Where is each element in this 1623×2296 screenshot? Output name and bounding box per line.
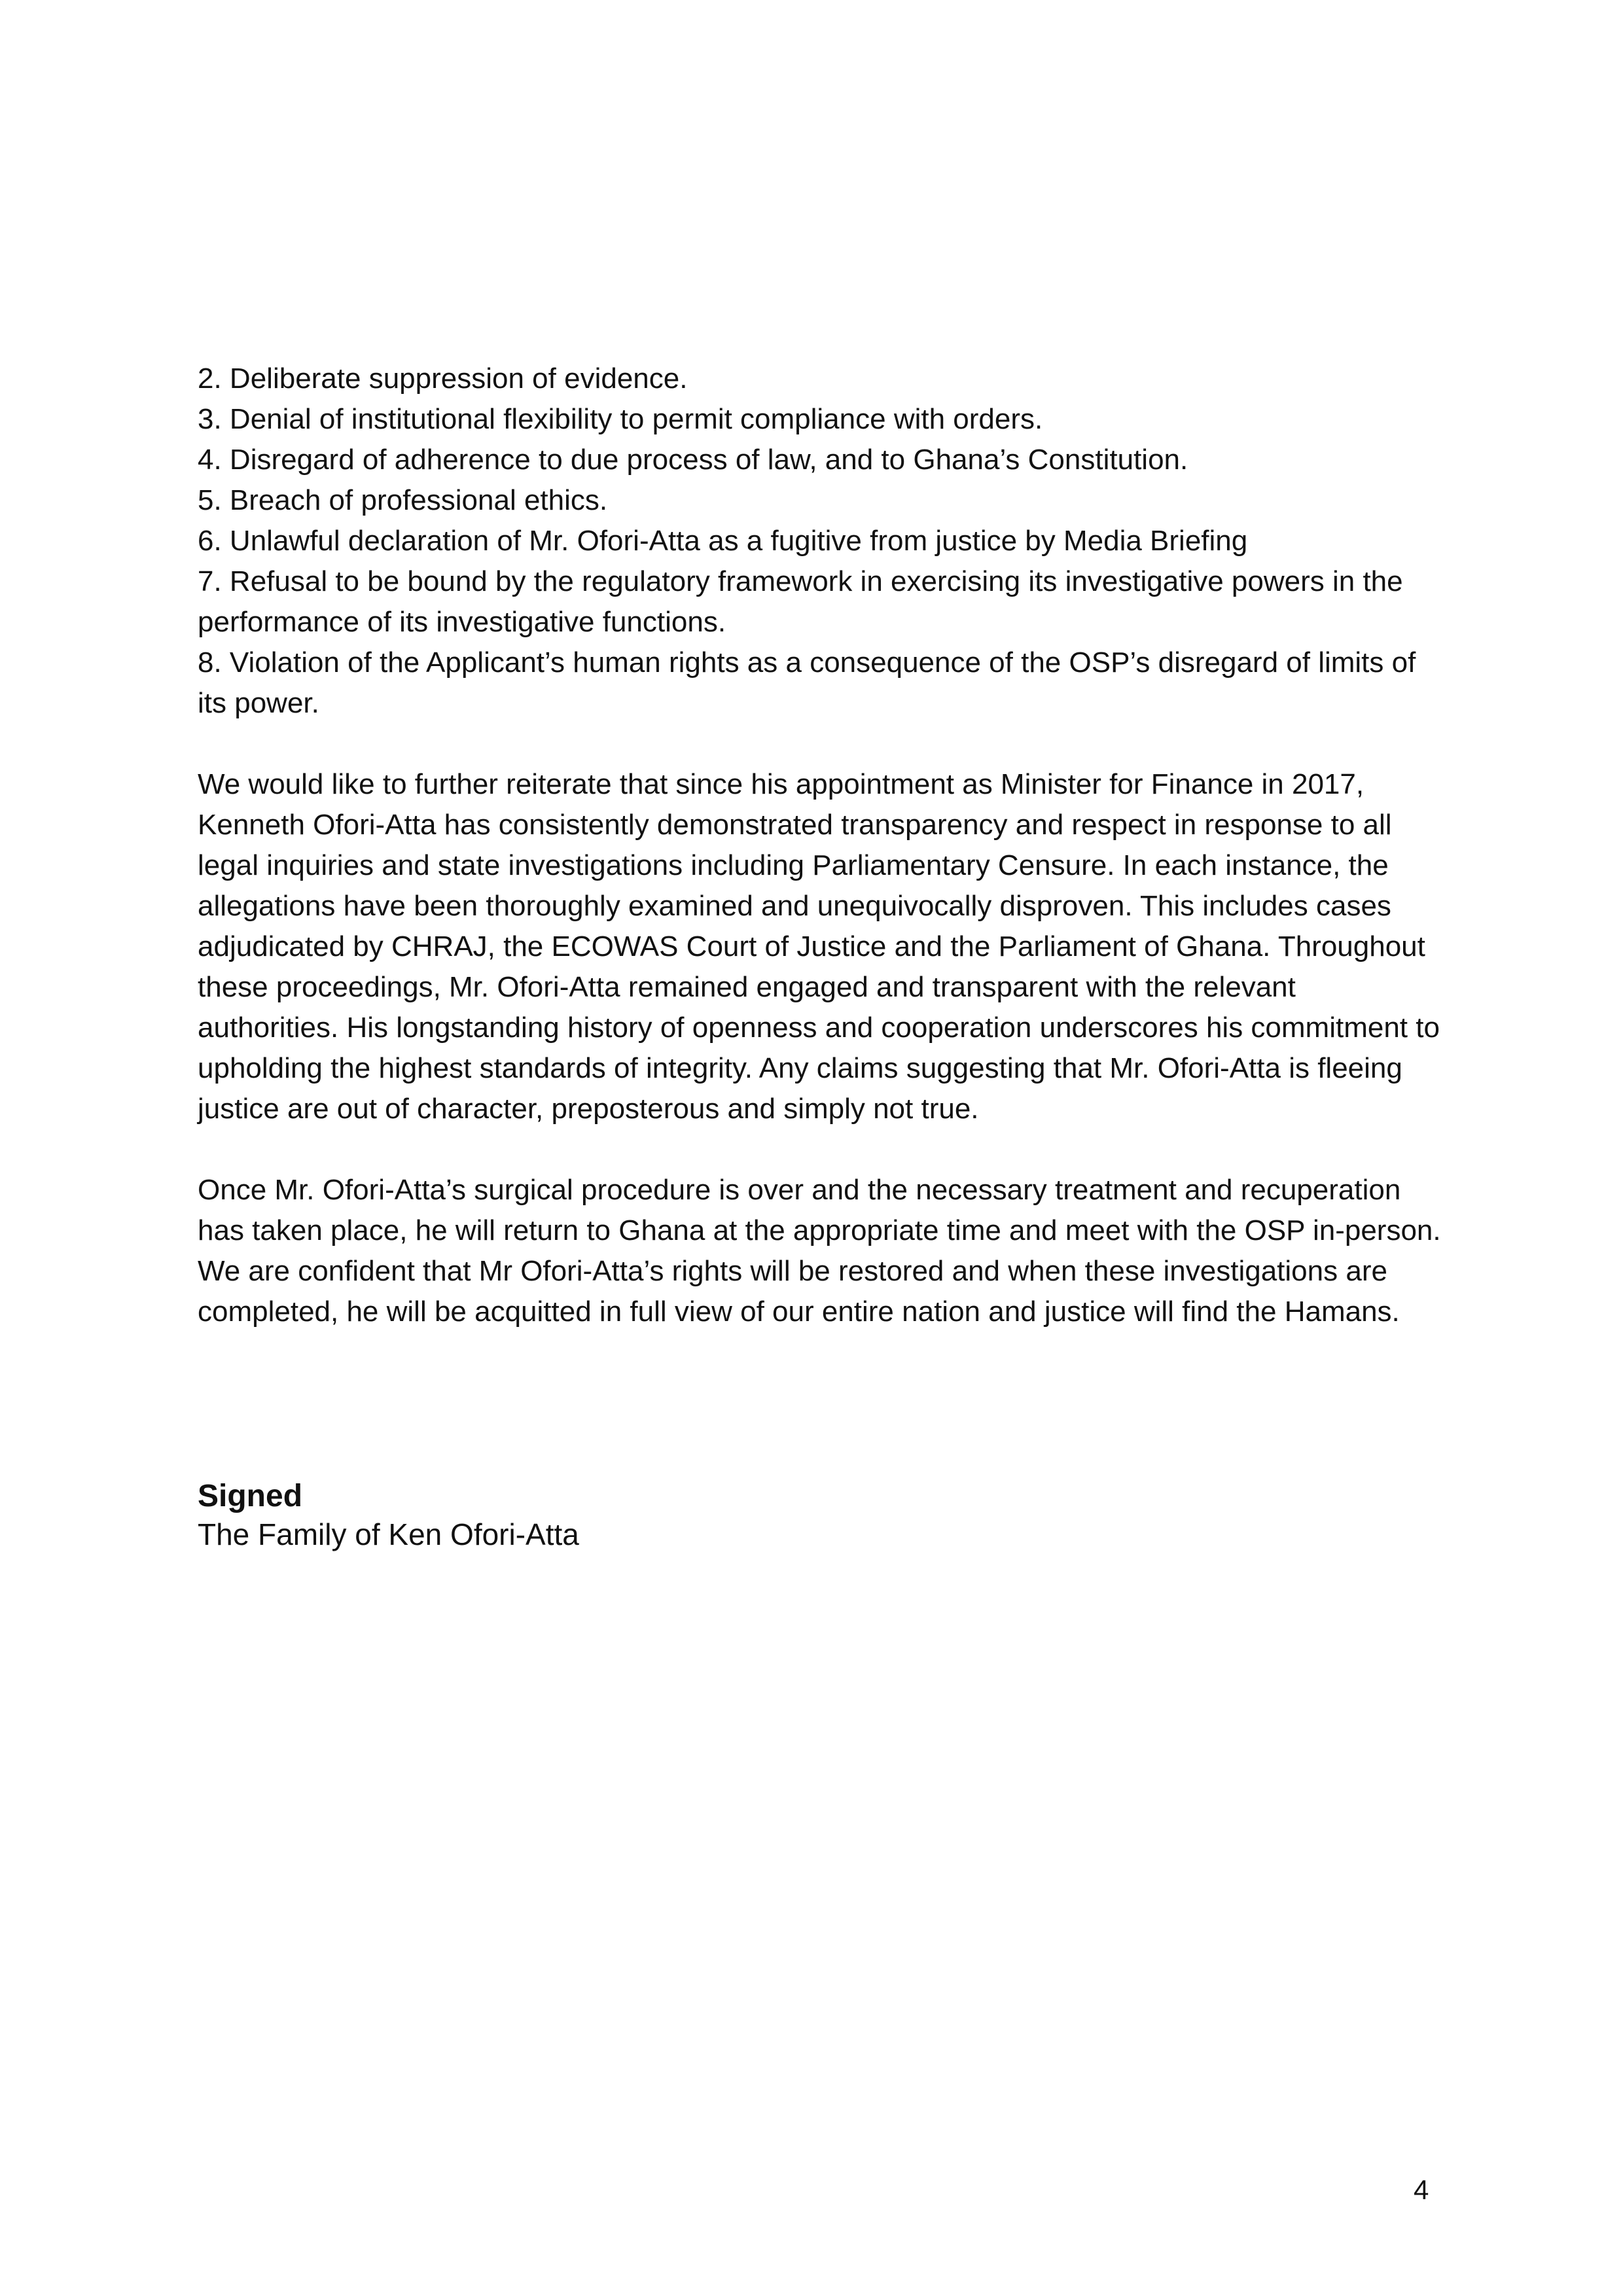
grievance-list [198, 359, 1441, 724]
list-item: 7. Refusal to be bound by the regulatory framework in exercising its investigative powers in the performance of its investigative functions. [198, 565, 1403, 638]
list-item: 2. Deliberate suppression of evidence. [198, 362, 688, 395]
document-body [198, 359, 1441, 1332]
list-item: 3. Denial of institutional flexibility to permit compliance with orders. [198, 403, 1043, 435]
signature-block [198, 1477, 579, 1553]
list-item: 6. Unlawful declaration of Mr. Ofori-Atta as a fugitive from justice by Media Briefing [198, 525, 1248, 557]
list-item: 8. Violation of the Applicant’s human rights as a consequence of the OSP’s disregard of limits of its power. [198, 646, 1416, 719]
paragraph-reiteration: We would like to further reiterate that since his appointment as Minister for Finance in 2017, Kenneth Ofori-Atta has consistently demonstrated transparency and respect in response to all legal inquiries and state investigations including Parliamentary Censure. In each instance, the allegations have been thoroughly examined and unequivocally disproven. This includes cases adjudicated by CHRAJ, the ECOWAS Court of Justice and the Parliament of Ghana. Throughout these proceedings, Mr. Ofori-Atta remained engaged and transparent with the relevant authorities. His longstanding history of openness and cooperation underscores his commitment to upholding the highest standards of integrity. Any claims suggesting that Mr. Ofori-Atta is fleeing justice are out of character, preposterous and simply not true. [198, 768, 1440, 1125]
list-item: 5. Breach of professional ethics. [198, 484, 608, 516]
signature-name: The Family of Ken Ofori-Atta [198, 1517, 579, 1551]
list-item: 4. Disregard of adherence to due process of law, and to Ghana’s Constitution. [198, 444, 1188, 476]
paragraph-return: Once Mr. Ofori-Atta’s surgical procedure is over and the necessary treatment and recuperation has taken place, he will return to Ghana at the appropriate time and meet with the OSP in-person. We are confident that Mr Ofori-Atta’s rights will be restored and when these investigations are completed, he will be acquitted in full view of our entire nation and justice will find the Hamans. [198, 1174, 1441, 1328]
signature-label: Signed [198, 1479, 303, 1513]
page-number: 4 [1414, 2174, 1429, 2205]
